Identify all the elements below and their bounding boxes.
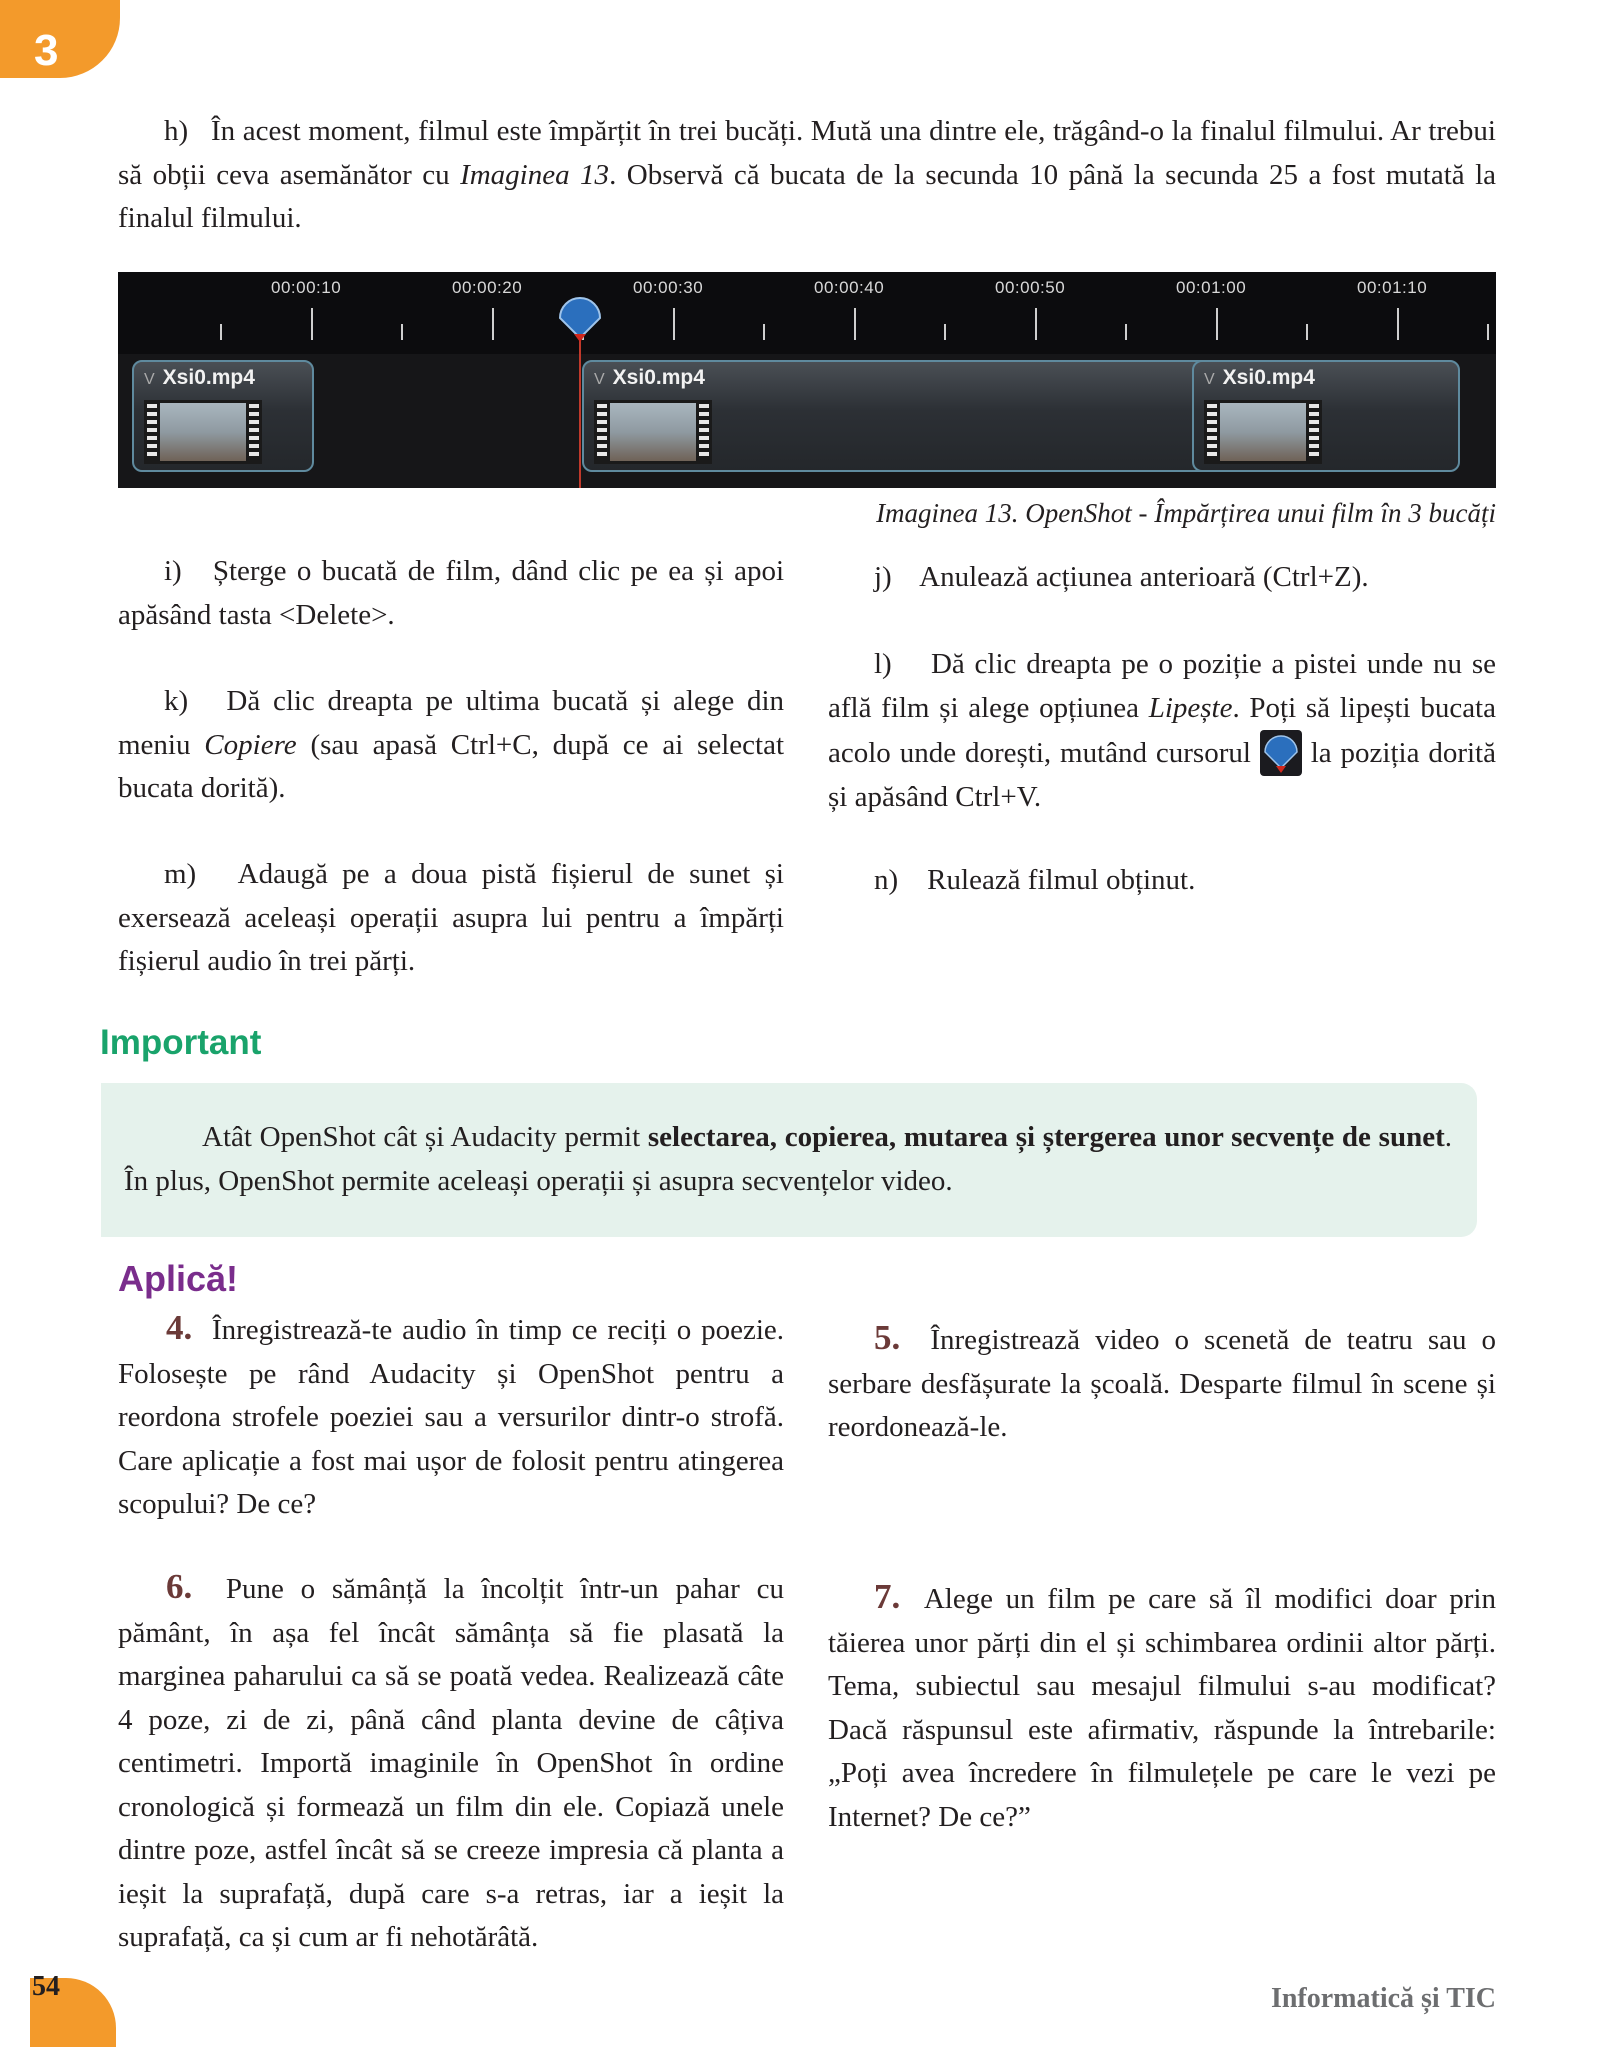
important-heading: Important — [100, 1023, 262, 1062]
clip-thumbnail — [144, 400, 262, 464]
book-title: Informatică și TIC — [1270, 1983, 1496, 2014]
timeline-clip-3 — [1192, 360, 1460, 472]
ruler-label: 00:01:00 — [1176, 278, 1247, 297]
step-m-text: Adaugă pe a doua pistă fișierul de sunet și exersează aceleași operații asupra lui pentru a împărți fișierul audio în trei părți. — [118, 858, 784, 977]
step-k — [118, 680, 784, 811]
figure-caption: Imaginea 13. OpenShot - Împărțirea unui film în 3 bucăți — [876, 498, 1496, 528]
clip-name-text: Xsi0.mp4 — [1222, 366, 1315, 389]
aplica-heading: Aplică! — [118, 1258, 239, 1299]
playhead-icon — [558, 294, 602, 342]
page-number: 54 — [32, 1971, 60, 2002]
clip-name-text: Xsi0.mp4 — [162, 366, 255, 389]
clip-thumbnail — [1204, 400, 1322, 464]
clip-chevron-icon: V — [144, 371, 155, 388]
ruler-label: 00:00:30 — [633, 278, 704, 297]
step-h-ref: Imaginea 13 — [460, 158, 610, 191]
step-l-label: l) — [874, 648, 892, 680]
exercise-7-text: Alege un film pe care să îl modifici doar prin tăierea unor părți din el și schimbarea ordinii altor părți. Tema, subiectul sau mesajul filmului s-au modificat? Dacă răspunsul este afirmativ, răspunde la întrebarile: „Poți avea încredere în filmulețele pe care le vezi pe Internet? De ce?” — [828, 1583, 1496, 1833]
clip-name — [144, 366, 255, 390]
ruler-tick — [401, 324, 403, 340]
playhead-line — [579, 340, 581, 488]
ruler-tick — [1306, 324, 1308, 340]
clip-name-text: Xsi0.mp4 — [612, 366, 705, 389]
clip-name — [1204, 366, 1315, 390]
step-n-text: Rulează filmul obținut. — [927, 864, 1196, 896]
exercise-7 — [828, 1575, 1496, 1839]
ruler-label: 00:00:10 — [271, 278, 342, 297]
step-l — [828, 643, 1496, 820]
step-i — [118, 550, 784, 637]
footer-tab-cutout — [0, 1978, 30, 2047]
step-k-menu: Copiere — [204, 728, 297, 761]
ruler-label: 00:00:40 — [814, 278, 885, 297]
step-j — [828, 556, 1496, 600]
clip-chevron-icon: V — [1204, 371, 1215, 388]
ruler-tick — [220, 324, 222, 340]
step-h-label: h) — [164, 115, 189, 147]
step-k-label: k) — [164, 685, 189, 717]
ruler-tick — [1397, 308, 1399, 340]
clip-thumbnail — [594, 400, 712, 464]
ruler-tick — [944, 324, 946, 340]
playhead-cursor-icon — [1260, 730, 1302, 776]
timeline-clip-1 — [132, 360, 314, 472]
step-h-text-1: În acest moment, filmul este împărțit în trei bucăți. Mută una dintre ele, trăgând-o la finalul filmului. Ar trebui să obții ceva asemănător cu — [118, 115, 1496, 191]
important-text — [124, 1116, 1452, 1203]
openshot-timeline-image — [118, 272, 1496, 488]
step-l-text-1: Dă clic dreapta pe o poziție a pistei unde nu se află film și alege opțiunea — [828, 648, 1496, 724]
clip-name — [594, 366, 705, 390]
ruler-tick — [1125, 324, 1127, 340]
step-j-label: j) — [874, 561, 892, 593]
step-n — [828, 859, 1496, 903]
exercise-6 — [118, 1565, 784, 1960]
ruler-label: 00:00:20 — [452, 278, 523, 297]
ruler-tick — [1216, 308, 1218, 340]
exercise-4-number: 4. — [166, 1308, 193, 1347]
ruler-tick — [1487, 324, 1489, 340]
step-l-text-3: la poziția dorită și apăsând Ctrl+V. — [828, 737, 1496, 813]
chapter-tab — [0, 0, 120, 78]
step-k-text-1: Dă clic dreapta pe ultima bucată și alege din meniu — [118, 685, 785, 761]
step-k-text-2: (sau apasă Ctrl+C, după ce ai selectat bucata dorită). — [118, 728, 784, 804]
important-text-2: . În plus, OpenShot permite aceleași operații și asupra secvențelor video. — [124, 1121, 1452, 1197]
important-bold: selectarea, copierea, mutarea și ștergerea unor secvențe de sunet — [647, 1121, 1445, 1153]
clip-chevron-icon: V — [594, 371, 605, 388]
ruler-tick — [854, 308, 856, 340]
ruler-tick — [673, 308, 675, 340]
important-text-1: Atât OpenShot cât și Audacity permit — [202, 1121, 648, 1153]
step-i-text: Șterge o bucată de film, dând clic pe ea și apoi apăsând tasta <Delete>. — [118, 555, 784, 631]
step-n-label: n) — [874, 864, 899, 896]
exercise-6-text: Pune o sămânță la încolțit într-un pahar cu pământ, în așa fel încât sămânța să fie plasată la marginea paharului ca să se poată vedea. Realizează câte 4 poze, zi de zi, până când planta devine de câțiva centimetri. Importă imaginile în OpenShot în ordine cronologică și formează un film din ele. Copiază unele dintre poze, astfel încât să se creeze impresia că planta a ieșit la suprafață, după care s-a retras, iar a ieșit la suprafață, ca și cum ar fi nehotărâtă. — [118, 1573, 784, 1953]
step-m — [118, 853, 784, 984]
ruler-tick — [311, 308, 313, 340]
step-l-text-2: . Poți să lipești bucata acolo unde dorești, mutând cursorul — [828, 691, 1496, 769]
step-l-option: Lipește — [1148, 691, 1233, 724]
chapter-number: 3 — [34, 26, 59, 75]
exercise-4 — [118, 1306, 784, 1527]
ruler-tick — [1035, 308, 1037, 340]
exercise-5 — [828, 1316, 1496, 1450]
step-j-text: Anulează acțiunea anterioară (Ctrl+Z). — [919, 561, 1369, 593]
step-m-label: m) — [164, 858, 197, 890]
step-h — [118, 110, 1496, 241]
ruler-label: 00:01:10 — [1357, 278, 1428, 297]
exercise-5-text: Înregistrează video o scenetă de teatru sau o serbare desfășurate la școală. Desparte filmul în scene și reordonează-le. — [828, 1324, 1497, 1443]
step-h-text-2: . Observă că bucata de la secunda 10 până la secunda 25 a fost mutată la finalul filmului. — [118, 158, 1496, 234]
exercise-4-text: Înregistrează-te audio în timp ce reciți o poezie. Folosește pe rând Audacity și OpenShot pentru a reordona strofele poeziei sau a versurilor dintr-o strofă. Care aplicație a fost mai ușor de folosit pentru atingerea scopului? De ce? — [118, 1314, 785, 1520]
step-i-label: i) — [164, 555, 182, 587]
exercise-7-number: 7. — [874, 1577, 901, 1616]
ruler-label: 00:00:50 — [995, 278, 1066, 297]
ruler-tick — [763, 324, 765, 340]
exercise-5-number: 5. — [874, 1318, 901, 1357]
exercise-6-number: 6. — [166, 1567, 193, 1606]
ruler-tick — [492, 308, 494, 340]
